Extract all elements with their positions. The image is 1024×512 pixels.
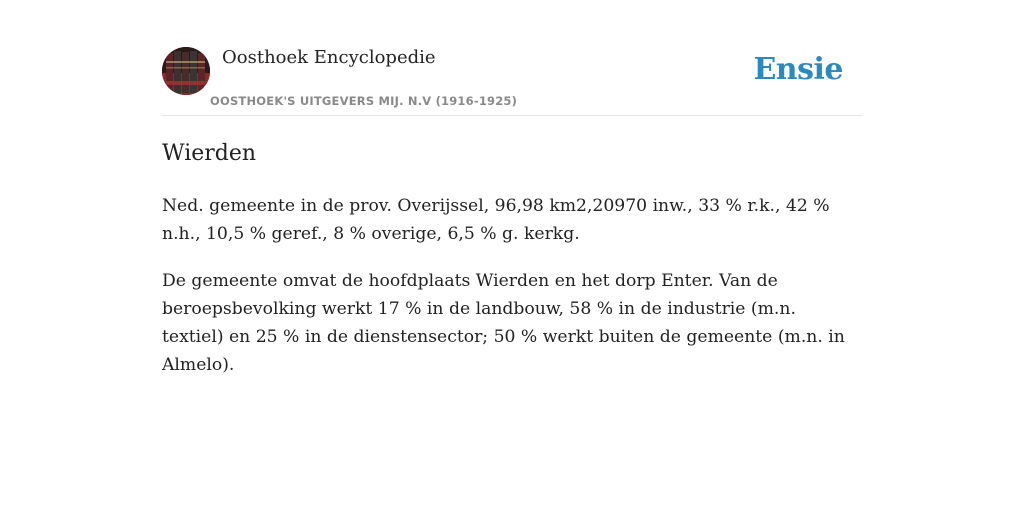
publisher-label: OOSTHOEK'S UITGEVERS MIJ. N.V (1916-1925) bbox=[210, 94, 518, 108]
article-paragraph: De gemeente omvat de hoofdplaats Wierden en het dorp Enter. Van de beroepsbevolking werkt 17 % in de landbouw, 58 % in de industrie (m.n. textiel) en 25 % in de dienstensector; 50 % werkt buiten de gemeente (m.n. in Almelo). bbox=[162, 271, 845, 375]
site-header bbox=[162, 46, 862, 116]
article-title: Wierden bbox=[162, 141, 257, 166]
article bbox=[162, 136, 862, 379]
encyclopedia-books-icon[interactable] bbox=[162, 47, 210, 95]
brand-logo[interactable]: Ensie bbox=[753, 52, 843, 87]
article-paragraph: Ned. gemeente in de prov. Overijssel, 96,98 km2,20970 inw., 33 % r.k., 42 % n.h., 10,5 % geref., 8 % overige, 6,5 % g. kerkg. bbox=[162, 196, 830, 244]
site-title[interactable]: Oosthoek Encyclopedie bbox=[222, 47, 436, 68]
